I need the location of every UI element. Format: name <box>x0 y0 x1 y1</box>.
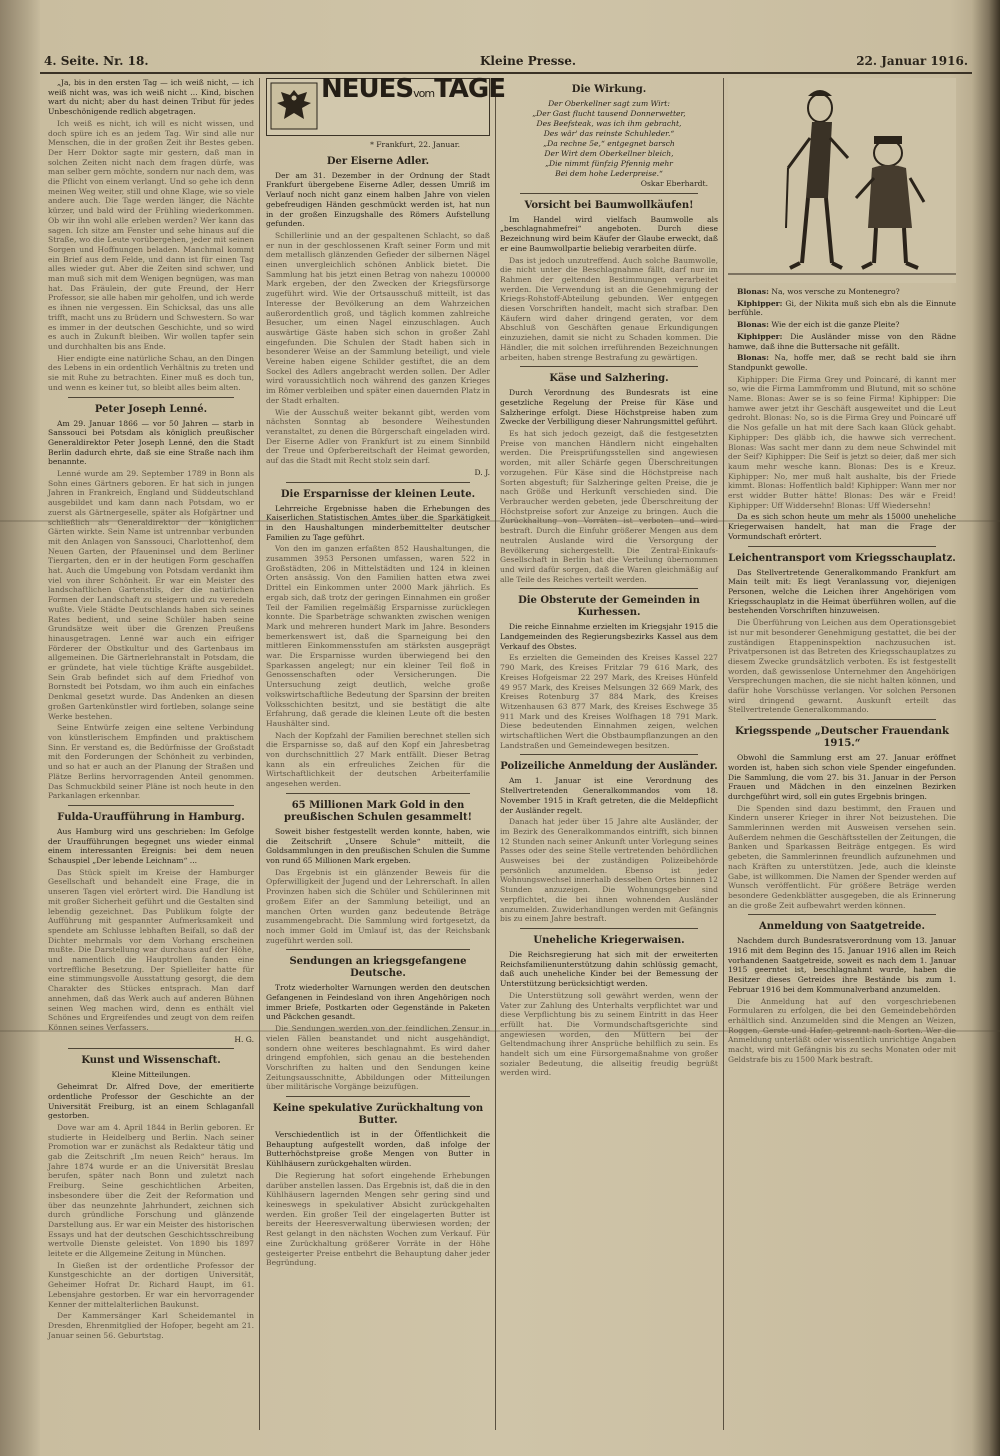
kunst-body-continuation: Der Kammersänger Karl Scheidemantel in Dresden, Ehrenmitglied der Hofoper, begeht am 21. Januar seinen 56. Geburtstag. <box>48 1311 254 1340</box>
leichen-body: Das Stellvertretende Generalkommando Frankfurt am Main teilt mit: Es liegt Veranlassung vor, diejenigen Personen, welche die Leichen ihrer Angehörigen vom Kriegsschauplatz in die Heimat überführen wollen, auf die bestehenden Vorschriften hinzuweisen. <box>728 567 956 616</box>
fulda-body: Aus Hamburg wird uns geschrieben: Im Gefolge der Uraufführungen begegnet uns wieder einmal einem interessanten Ereignis: bei dem neuen Schauspiel „Der lebende Leichnam“ ... <box>48 826 254 866</box>
paper-name: Kleine Presse. <box>480 54 577 68</box>
kaese-body: Durch Verordnung des Bundesrats ist eine gesetzliche Regelung der Preise für Käse und Salzheringe erfolgt. Diese Höchstpreise haben zum Zwecke der Verbilligung dieser Nahrungsmittel geführt. <box>500 388 718 427</box>
column-1 <box>48 78 254 1430</box>
vorsicht-body-continuation: Das ist jedoch unzutreffend. Auch solche Baumwolle, die nicht unter die Beschlagnahme fällt, darf nur im Rahmen der geltenden Bestimmungen verarbeitet werden. Die Verwendung ist an die Genehmigung der Kriegs-Rohstoff-Abteilung gebunden. Wer entgegen diesen Vorschriften handelt, macht sich strafbar. Den Käufern wird daher dringend geraten, vor dem Abschluß von Geschäften genaue Erkundigungen einzuziehen, damit sie nicht zu Schaden kommen. Die Händler, die mit solchen irreführenden Bezeichnungen arbeiten, haben strenge Bestrafung zu gewärtigen. <box>500 255 718 362</box>
fulda-body-continuation: Das Stück spielt im Kreise der Hamburger Gesellschaft und behandelt eine Frage, die in unseren Tagen viel erörtert wird. Die Handlung ist mit großer Sicherheit geführt und die Gestalten sind lebendig gezeichnet. Das Publikum folgte der Aufführung mit gespannter Aufmerksamkeit und spendete am Schlusse lebhaften Beifall, so daß der Dichter mehrmals vor dem Vorhang erscheinen mußte. Die Darstellung war durchaus auf der Höhe, und namentlich die Hauptrollen fanden eine vortreffliche Besetzung. Der Spielleiter hatte für eine stimmungsvolle Ausstattung gesorgt, die dem Charakter des Stückes entsprach. Man darf annehmen, daß das Werk auch auf anderen Bühnen seinen Weg machen wird, denn es enthält viel Schönes und Ergreifendes und zeugt von dem reifen Können seines Verfassers. <box>48 867 254 1032</box>
dialog-speaker: Blonas: <box>737 287 769 296</box>
section-divider <box>520 754 698 755</box>
dialog-line <box>728 353 956 372</box>
masthead <box>40 52 972 74</box>
dialog-line <box>728 332 956 351</box>
cartoon-dialog <box>728 287 956 510</box>
saat-body-continuation: Die Anmeldung hat auf den vorgeschriebenen Formularen zu erfolgen, die bei den Gemeindebehörden erhältlich sind. Anzumelden sind die Mengen an Weizen, Roggen, Gerste und Hafer, getrennt nach Sorten. Wer die Anmeldung unterläßt oder wissentlich unrichtige Angaben macht, wird mit Gefängnis bis zu sechs Monaten oder mit Geldstrafe bis zu 1500 Mark bestraft. <box>728 996 956 1064</box>
dialog-text: Die Ausländer misse von den Rädne hamwe, daß ihne die Buttersache nit gefällt. <box>728 331 956 351</box>
column-3 <box>500 78 718 1430</box>
poem-line: Des Beefsteak, was ich ihm gebracht, <box>536 119 682 128</box>
poem-line: „Die nimmt fünfzig Pfennig mehr <box>545 159 673 168</box>
eagle-icon <box>271 83 317 129</box>
gold-body-continuation: Das Ergebnis ist ein glänzender Beweis für die Opferwilligkeit der Jugend und der Lehrerschaft. In allen Provinzen haben sich die Schüler und Schülerinnen mit großem Eifer an der Sammlung beteiligt, und an manchen Orten wurden ganz bedeutende Beträge zusammengebracht. Die Sammlung wird fortgesetzt, da noch immer Gold im Umlauf ist, das der Reichsbank zugeführt werden soll. <box>266 867 490 945</box>
vorsicht-body: Im Handel wird vielfach Baumwolle als „beschlagnahmefrei“ angeboten. Durch diese Bezeichnung wird beim Käufer der Glaube erweckt, daß er eine Baumwollpartie beliebig verarbeiten dürfe. <box>500 214 718 253</box>
cartoon-figures-icon <box>728 78 956 283</box>
poem-line: Der Wirt dem Oberkellner bleich, <box>544 149 674 158</box>
fulda-headline: Fulda-Uraufführung in Hamburg. <box>57 811 245 823</box>
butter-headline: Keine spekulative Zurückhaltung von Butter. <box>272 1103 484 1127</box>
dialog-line <box>728 287 956 297</box>
obsterute-body-continuation: Es erzielten die Gemeinden des Kreises Kassel 227 790 Mark, des Kreises Fritzlar 79 616 Mark, des Kreises Hofgeismar 22 297 Mark, des Kreises Hünfeld 49 957 Mark, des Kreises Melsungen 32 669 Mark, des Kreises Rotenburg 37 884 Mark, des Kreises Witzenhausen 63 877 Mark, des Kreises Eschwege 35 911 Mark und des Kreises Wolfhagen 18 791 Mark. Diese bedeutenden Einnahmen zeigen, welchen wirtschaftlichen Wert die Obstbaumpflanzungen an den Landstraßen und Gemeindewegen besitzen. <box>500 653 718 750</box>
dialog-speaker: Kiphipper: <box>737 331 783 341</box>
polizei-body-continuation: Danach hat jeder über 15 Jahre alte Ausländer, der im Bezirk des Generalkommandos eintrifft, sich binnen 12 Stunden nach seiner Ankunft unter Vorlegung seines Passes oder des seine Stelle vertretenden behördlichen Ausweises bei der zuständigen Polizeibehörde persönlich anzumelden. Ebenso ist jeder Wohnungswechsel innerhalb desselben Ortes binnen 12 Stunden anzuzeigen. Die Wohnungsgeber sind verpflichtet, die bei ihnen wohnenden Ausländer anzumelden. Zuwiderhandlungen werden mit Gefängnis bis zu einem Jahre bestraft. <box>500 817 718 924</box>
leichen-body-continuation: Die Überführung von Leichen aus dem Operationsgebiet ist nur mit besonderer Genehmigung gestattet, die bei der zuständigen Etappeninspektion nachzusuchen ist. Privatpersonen ist das Betreten des Kriegsschauplatzes zu diesem Zwecke grundsätzlich verboten. Es ist festgestellt worden, daß gewissenlose Unternehmer den Angehörigen Versprechungen machen, die sie nicht halten können, und dafür hohe Vorschüsse verlangen. Vor solchen Personen wird dringend gewarnt. Auskunft erteilt das Stellvertretende Generalkommando. <box>728 618 956 715</box>
frauendank-body-continuation: Die Spenden sind dazu bestimmt, den Frauen und Kindern unserer Krieger in ihrer Not beizustehen. Die Sammlerinnen werden mit Ausweisen versehen sein. Außerdem nehmen die Geschäftsstellen der Zeitungen, die Banken und Sparkassen Beiträge entgegen. Es wird gebeten, die Sammlerinnen freundlich aufzunehmen und nach Kräften zu unterstützen. Jede, auch die kleinste Gabe, ist willkommen. Die Namen der Spender werden auf Wunsch veröffentlicht. Für größere Beträge werden besondere Gedenkblätter ausgegeben, die als Erinnerung an die große Zeit aufbewahrt werden können. <box>728 803 956 910</box>
dialog-text: Gi, der Nikita muß sich ebn als die Einnute berfühle. <box>728 298 956 318</box>
dialog-note: Da es sich schon heute um mehr als 15000 uneheliche Kriegerwaisen handelt, hat man die Frage der Vormundschaft erörtert. <box>728 512 956 541</box>
section-divider <box>520 193 698 194</box>
butter-body-continuation: Die Regierung hat sofort eingehende Erhebungen darüber anstellen lassen. Das Ergebnis ist, daß die in den Kühlhäusern lagernden Mengen sehr gering sind und keineswegs in spekulativer Absicht zurückgehalten werden. Ein großer Teil der eingelagerten Butter ist bereits der Heeresverwaltung überwiesen worden; der Rest gelangt in den nächsten Wochen zum Verkauf. Für eine Zurückhaltung größerer Vorräte in der Höhe gesteigerter Preise entbehrt die Behauptung daher jeder Begründung. <box>266 1170 490 1268</box>
lenne-headline: Peter Joseph Lenné. <box>94 403 208 415</box>
adler-signature: D. J. <box>474 467 490 477</box>
dialog-text: Wie der eich ist die ganze Pleite? <box>771 320 900 330</box>
neues-vom-tage-banner <box>266 74 506 136</box>
ersparnisse-body-continuation: Von den im ganzen erfaßten 852 Haushaltungen, die zusammen 3953 Personen umfassen, waren 522 in Großstädten, 206 in Mittelstädten und 124 in kleinen Orten ansässig. Von den Familien hatten etwa zwei Drittel ein Einkommen unter 2000 Mark jährlich. Es ergab sich, daß trotz der geringen Einnahmen ein großer Teil der Familien regelmäßig Ersparnisse zurücklegen konnte. Die Sparbeträge schwankten zwischen wenigen Mark und mehreren hundert Mark im Jahre. Besonders bemerkenswert ist, daß die Sparneigung bei den mittleren Einkommensstufen am stärksten ausgeprägt war. Die Ersparnisse wurden überwiegend bei den Sparkassen angelegt; nur ein kleiner Teil floß in Genossenschaften oder Versicherungen. Die Untersuchung zeigt deutlich, welche große volkswirtschaftliche Bedeutung der Sparsinn der breiten Volksschichten besitzt, und sie bestätigt die alte Erfahrung, daß gerade die kleinen Leute oft die besten Haushälter sind. <box>266 544 490 728</box>
poem-line: „Der Gast flucht tausend Donnerwetter, <box>532 109 686 118</box>
leichen-headline: Leichentransport vom Kriegsschauplatz. <box>728 552 956 564</box>
sendungen-body-continuation: Die Sendungen werden von der feindlichen Zensur in vielen Fällen beanstandet und nicht ausgehändigt, sondern ohne weiteres beschlagnahmt. Es wird daher dringend empfohlen, sich genau an die bestehenden Vorschriften zu halten und den Sendungen keine Zeitungsausschnitte, Abbildungen oder Mitteilungen über militärische Vorgänge beizufügen. <box>266 1024 490 1092</box>
section-divider <box>286 949 470 950</box>
wirkung-poem <box>500 99 718 179</box>
dialog-speaker: Blonas: <box>737 320 769 330</box>
kunst-body-continuation: Dove war am 4. April 1844 in Berlin geboren. Er studierte in Heidelberg und Berlin. Nach seiner Promotion war er zunächst als Redakteur tätig und gab die Zeitschrift „Im neuen Reich“ heraus. Im Jahre 1874 wurde er an die Universität Breslau berufen, später nach Bonn und zuletzt nach Freiburg. Seine geschichtlichen Arbeiten, insbesondere über die Zeit der Reformation und über das neunzehnte Jahrhundert, zeichnen sich durch gründliche Forschung und glänzende Darstellung aus. Er war ein Meister des historischen Essays und hat der deutschen Geschichtsschreibung wertvolle Dienste geleistet. Von 1890 bis 1897 leitete er die Allgemeine Zeitung in München. <box>48 1122 254 1259</box>
cartoon-illustration <box>728 78 956 283</box>
gold-headline: 65 Millionen Mark Gold in den preußischen Schulen gesammelt! <box>284 799 472 823</box>
section-divider <box>286 482 470 483</box>
column-rule <box>723 78 724 1430</box>
issue-date: 22. Januar 1916. <box>856 54 968 68</box>
frauendank-body: Obwohl die Sammlung erst am 27. Januar eröffnet worden ist, haben sich schon viele Spender eingefunden. Die Sammlung, die vom 27. bis 31. Januar in der Person Frauen und Mädchen in den einzelnen Bezirken durchgeführt wird, soll ein gutes Ergebnis bringen. <box>728 753 956 801</box>
poem-line: Der Oberkellner sagt zum Wirt: <box>548 99 670 108</box>
banner-neues: NEUES <box>321 74 414 104</box>
page-edge-shadow <box>972 0 1000 1456</box>
section-divider <box>520 588 698 589</box>
polizei-headline: Polizeiliche Anmeldung der Ausländer. <box>500 761 718 773</box>
dialog-text: Na, wos versche zu Montenegro? <box>771 287 900 296</box>
article-body-continuation: Hier endigte eine natürliche Schau, an den Dingen des Lebens in ein ordentlich Verhältnis zu treten und sie mit Ruhe zu betrachten. Einer muß es doch tun, und wenn es keiner tut, so bleibt alles beim alten. <box>48 353 254 392</box>
saat-body: Nachdem durch Bundesratsverordnung vom 13. Januar 1916 mit dem Beginn des 15. Januar 1916 allen im Reich vorhandenen Saatgetreide, soweit es nach dem 1. Januar 1915 geerntet ist, beschlagnahmt wurde, haben die Besitzer dieses Getreides ihre Bestände bis zum 1. Februar 1916 bei dem Kommunalverband anzumelden. <box>728 936 956 994</box>
kaese-headline: Käse und Salzhering. <box>549 373 669 385</box>
lenne-body-continuation: Lenné wurde am 29. September 1789 in Bonn als Sohn eines Gärtners geboren. Er hat sich in jungen Jahren in Frankreich, England und Süddeutschland ausgebildet und kam dann nach Potsdam, wo er zuerst als Gärtnergeselle, später als Hofgärtner und schließlich als Generaldirektor der königlichen Gärten wirkte. Sein Name ist untrennbar verbunden mit den Anlagen von Sanssouci, Charlottenhof, dem Neuen Garten, der Pfaueninsel und dem Berliner Tiergarten, den er in der heutigen Form geschaffen hat. Auch die Umgebung von Potsdam verdankt ihm viel von ihrer Schönheit. Er war ein Meister des landschaftlichen Gartenstils, der die natürlichen Formen der Landschaft zu steigern und zu veredeln wußte. Viele Städte Deutschlands haben sich seines Rates bedient, und seine Schüler haben seine Grundsätze weit über die Grenzen Preußens hinausgetragen. Lenné war auch ein eifriger Förderer der Obstkultur und des Gartenbaus im allgemeinen. Die Gärtnerlehranstalt in Potsdam, die er gründete, hat viele tüchtige Kräfte ausgebildet. Sein Grab befindet sich auf dem Friedhof von Bornstedt bei Potsdam, wo ihm auch ein einfaches Denkmal gesetzt wurde. Das Andenken an diesen großen Gartenkünstler wird fortleben, solange seine Werke bestehen. <box>48 469 254 721</box>
section-divider <box>286 793 470 794</box>
section-divider <box>68 397 234 398</box>
kunst-headline: Kunst und Wissenschaft. <box>81 1055 221 1067</box>
adler-body-continuation: Wie der Ausschuß weiter bekannt gibt, werden vom nächsten Sonntag ab besondere Weihestunden veranstaltet, zu denen die Bürgerschaft eingeladen wird. Der Eiserne Adler von Frankfurt ist zu einem Sinnbild der Treue und Opferbereitschaft der Heimat geworden, auf das die Stadt mit Recht stolz sein darf. <box>266 407 490 466</box>
waisen-body-continuation: Die Unterstützung soll gewährt werden, wenn der Vater zur Zahlung des Unterhalts verpflichtet war und diese Verpflichtung bis zu seinem Eintritt in das Heer erfüllt hat. Die Vormundschaftsgerichte sind angewiesen worden, den Müttern bei der Geltendmachung ihrer Ansprüche behilflich zu sein. Es handelt sich um eine Fürsorgemaßnahme von großer sozialer Bedeutung, die allseitig freudig begrüßt werden wird. <box>500 990 718 1078</box>
dialog-line <box>728 320 956 330</box>
frauendank-headline: Kriegsspende „Deutscher Frauendank 1915.“ <box>735 726 949 750</box>
saat-headline: Anmeldung von Saatgetreide. <box>758 921 926 933</box>
poem-line: Des wär' das reinste Schuhleder.“ <box>543 129 675 138</box>
column-rule <box>259 78 260 1430</box>
top-margin <box>40 0 972 38</box>
sendungen-body: Trotz wiederholter Warnungen werden den deutschen Gefangenen in Feindesland von ihren Angehörigen noch immer Briefe, Postkarten oder Gegenstände in Paketen und Päckchen gesandt. <box>266 983 490 1022</box>
kunst-subheadline: Kleine Mitteilungen. <box>111 1070 191 1080</box>
banner-tage: TAGE <box>434 74 506 104</box>
wirkung-headline: Die Wirkung. <box>571 84 647 95</box>
obsterute-headline: Die Obsterute der Gemeinden in Kurhessen. <box>518 595 700 619</box>
dialog-continuation: Kiphipper: Die Firma Grey und Poincaré, di kannt mer so, wie die Firma Lammfromm und Blutund, mit so schöne Name. Blonas: Awer se is so feine Firma! Kiphipper: Die hamwe awer jetzt ihr Geschäft ausgeweitet und die Leut gedroht. Blonas: No, so is die Firma Grey und Poincaré uff die Nos gefalle un hat mit dere Sach kaan Glück gehabt. Kiphipper: Des gläbb ich, die hawwe sich verrechent. Blonas: Was sacht mer dann zu dem neue Schwindel mit der Seif? Kiphipper: Die Seif is jetzt so deier, daß mer sich kaum mehr wesche kann. Blonas: Des is e Kreuz. Kiphipper: No, mer muß halt aushalte, bis der Friede kimmt. Blonas: Hoffentlich bald! Kiphipper: Wann mer nor erst widder Butter hätte! Blonas: Des wär e Freid! Kiphipper: Uff Widdersehn! Blonas: Uff Wiedersehn! <box>728 374 956 510</box>
column-4 <box>728 78 956 1430</box>
adler-body: Der am 31. Dezember in der Ordnung der Stadt Frankfurt übergebene Eiserne Adler, dessen Umriß im Verlauf noch nicht ganz einem halben Jahre von vielen gebefreudigen Händen geschmückt werden ist, hat nun in der großen Einzugshalle des Römers Aufstellung gefunden. <box>266 170 490 229</box>
kunst-body-continuation: In Gießen ist der ordentliche Professor der Kunstgeschichte an der dortigen Universität, Geheimer Hofrat Dr. Richard Haupt, im 61. Lebensjahre gestorben. Er war ein hervorragender Kenner der mittelalterlichen Baukunst. <box>48 1260 254 1309</box>
vorsicht-headline: Vorsicht bei Baumwollkäufen! <box>524 199 694 211</box>
adler-headline: Der Eiserne Adler. <box>326 155 430 167</box>
butter-body: Verschiedentlich ist in der Öffentlichkeit die Behauptung aufgestellt worden, daß infolge der Butterhöchstpreise große Mengen von Butter in Kühlhäusern zurückgehalten würden. <box>266 1130 490 1169</box>
section-divider <box>748 546 936 547</box>
waisen-body: Die Reichsregierung hat sich mit der erweiterten Reichsfamilienunterstützung dahin schlüssig gemacht, daß auch uneheliche Kinder bei der Bemessung der Unterstützung berücksichtigt werden. <box>500 950 718 989</box>
dialog-line <box>728 299 956 318</box>
fulda-signature: H. G. <box>234 1034 254 1044</box>
adler-body-continuation: Schillerlinie und an der gespaltenen Schlacht, so daß er nun in der geschlossenen Kraft seiner Form und mit dem metallisch glänzenden Gefieder der silbernen Nägel einen unvergleichlich schönen Anblick bietet. Die Sammlung hat bis jetzt einen Betrag von nahezu 100000 Mark ergeben, der den Zwecken der Kriegsfürsorge zugeführt wird. Wie der Ortsausschuß mitteilt, ist das Interesse der Bevölkerung an dem Wahrzeichen außerordentlich groß, und täglich kommen zahlreiche Besucher, um einen Nagel einzuschlagen. Auch auswärtige Gäste haben sich schon in großer Zahl eingefunden. Die Schulen der Stadt haben sich in besonderer Weise an der Sammlung beteiligt, und viele Vereine haben eigene Schilder gestiftet, die an dem Sockel des Adlers angebracht werden sollen. Der Adler wird voraussichtlich noch während des ganzen Krieges im Römer verbleiben und später einen dauernden Platz in der Stadt erhalten. <box>266 230 490 405</box>
section-divider <box>286 1096 470 1097</box>
kunst-body: Geheimrat Dr. Alfred Dove, der emeritierte ordentliche Professor der Geschichte an der Universität Freiburg, ist an einem Schlaganfall gestorben. <box>48 1082 254 1121</box>
section-divider <box>748 914 936 915</box>
banner-title <box>321 74 506 104</box>
column-rule <box>495 78 496 1430</box>
dialog-speaker: Blonas: <box>737 353 769 363</box>
page-label: 4. Seite. Nr. 18. <box>44 54 149 68</box>
banner-vom: vom <box>413 87 435 100</box>
sendungen-headline: Sendungen an kriegsgefangene Deutsche. <box>289 956 467 980</box>
lenne-body: Am 29. Januar 1866 — vor 50 Jahren — starb in Sanssouci bei Potsdam als königlich preußischer Generaldirektor Peter Joseph Lenné, den die Stadt Berlin dadurch ehrte, daß sie eine Straße nach ihm benannte. <box>48 418 254 467</box>
section-divider <box>520 366 698 367</box>
section-divider <box>68 1048 234 1049</box>
obsterute-body: Die reiche Einnahme erzielten im Kriegsjahr 1915 die Landgemeinden des Regierungsbezirks Kassel aus dem Verkauf des Obstes. <box>500 622 718 651</box>
wirkung-author: Oskar Eberhardt. <box>640 179 708 188</box>
article-intro-text: „Ja, bis in den ersten Tag — ich weiß nicht, — ich weiß nicht was, was ich weiß nicht … Kind, bischen wart du nicht; aber du hast deinen Tribut für jedes Unbeschönigende redlich abgetragen. <box>48 78 254 117</box>
section-divider <box>748 719 936 720</box>
dialog-speaker: Kiphipper: <box>737 298 783 308</box>
poem-line: Bei dem hohe Lederpreise.“ <box>555 169 663 178</box>
polizei-body: Am 1. Januar ist eine Verordnung des Stellvertretenden Generalkommandos vom 18. November 1915 in Kraft getreten, die die Meldepflicht der Ausländer regelt. <box>500 776 718 815</box>
column-2 <box>266 74 506 1430</box>
lenne-body-continuation: Seine Entwürfe zeigen eine seltene Verbindung von künstlerischem Empfinden und praktischem Sinn. Er verstand es, die Bedürfnisse der Großstadt mit den Forderungen der Schönheit zu verbinden, und so hat er auch an der Planung der Straßen und Plätze Berlins hervorragenden Anteil genommen. Das Schmuckbild seiner Pläne ist noch heute in den Parkanlagen erkennbar. <box>48 723 254 801</box>
article-body-continuation: Ich weiß es nicht, ich will es nicht wissen, und doch spüre ich es an jedem Tag. Wir sind alle nur Menschen, die in der großen Zeit ihr Bestes geben. Der Herr Doktor sagte mir gestern, daß man in solchen Zeiten nicht nach dem fragen dürfe, was man selber gern möchte, sondern nur nach dem, was die Pflicht von einem verlangt. Und so gehe ich denn meinen Weg weiter, still und ohne Klage, wie so viele andere auch. Die Tage werden länger, die Nächte kürzer, und bald wird der Frühling wiederkommen. Ob wir ihn wohl alle erleben werden? Wer kann das sagen. Ich sitze am Fenster und sehe hinaus auf die Straße, wo die Leute vorübergehen, jeder mit seinen Sorgen und Hoffnungen beladen. Manchmal kommt ein Brief aus dem Felde, und dann ist für einen Tag alles wieder gut. Aber die Zeiten sind schwer, und man muß sich mit dem Wenigen begnügen, was man hat. Das Fräulein, der gute Freund, der Herr Professor, sie alle haben mir geholfen, und ich werde es ihnen nie vergessen. Ein Schicksal, das uns alle trifft, macht uns zu Brüdern und Schwestern. So war es immer in der deutschen Geschichte, und so wird es auch in Zukunft bleiben. Wir wollen tapfer sein und durchhalten bis ans Ende. <box>48 118 254 351</box>
section-divider <box>68 805 234 806</box>
kaese-body-continuation: Es hat sich jedoch gezeigt, daß die festgesetzten Preise von manchen Händlern nicht eingehalten werden. Die Preisprüfungsstellen sind angewiesen worden, mit aller Schärfe gegen Überschreitungen vorzugehen. Für Käse sind die Höchstpreise nach Sorten abgestuft; für Salzheringe gelten Preise, die je nach Größe und Herkunft verschieden sind. Die Verbraucher werden gebeten, jede Überschreitung der Höchstpreise sofort zur Anzeige zu bringen. Auch die Zurückhaltung von Vorräten ist verboten und wird bestraft. Durch die Einfuhr größerer Mengen aus dem neutralen Auslande wird die Versorgung der Bevölkerung sichergestellt. Die Zentral-Einkaufs-Gesellschaft in Berlin hat die Verteilung übernommen und wird dafür sorgen, daß die Waren gleichmäßig auf alle Teile des Reiches verteilt werden. <box>500 429 718 584</box>
dateline: * Frankfurt, 22. Januar. <box>370 140 460 149</box>
poem-line: „Da rechne 5e,“ entgegnet barsch <box>543 139 675 148</box>
ersparnisse-body-continuation: Nach der Kopfzahl der Familien berechnet stellen sich die Ersparnisse so, daß auf den Kopf ein Jahresbetrag von durchschnittlich 27 Mark entfällt. Dieser Betrag kann als ein erfreuliches Zeichen für die Wirtschaftlichkeit der deutschen Arbeiterfamilie angesehen werden. <box>266 730 490 789</box>
ersparnisse-body: Lehrreiche Ergebnisse haben die Erhebungen des Kaiserlichen Statistischen Amtes über die Sparkätigkeit in den Haushaltungen minderbemittelter deutscher Familien zu Tage geführt. <box>266 503 490 542</box>
gold-body: Soweit bisher festgestellt werden konnte, haben, wie die Zeitschrift „Unsere Schule“ mitteilt, die Goldsammlungen in den preußischen Schulen die Summe von rund 65 Millionen Mark ergeben. <box>266 826 490 865</box>
page-binding <box>0 0 40 1456</box>
ersparnisse-headline: Die Ersparnisse der kleinen Leute. <box>280 488 476 500</box>
dialog-text: Na, hoffe mer, daß se recht bald sie ihrn Standpunkt gewolle. <box>728 353 956 372</box>
waisen-headline: Uneheliche Kriegerwaisen. <box>533 935 685 946</box>
section-divider <box>520 928 698 929</box>
